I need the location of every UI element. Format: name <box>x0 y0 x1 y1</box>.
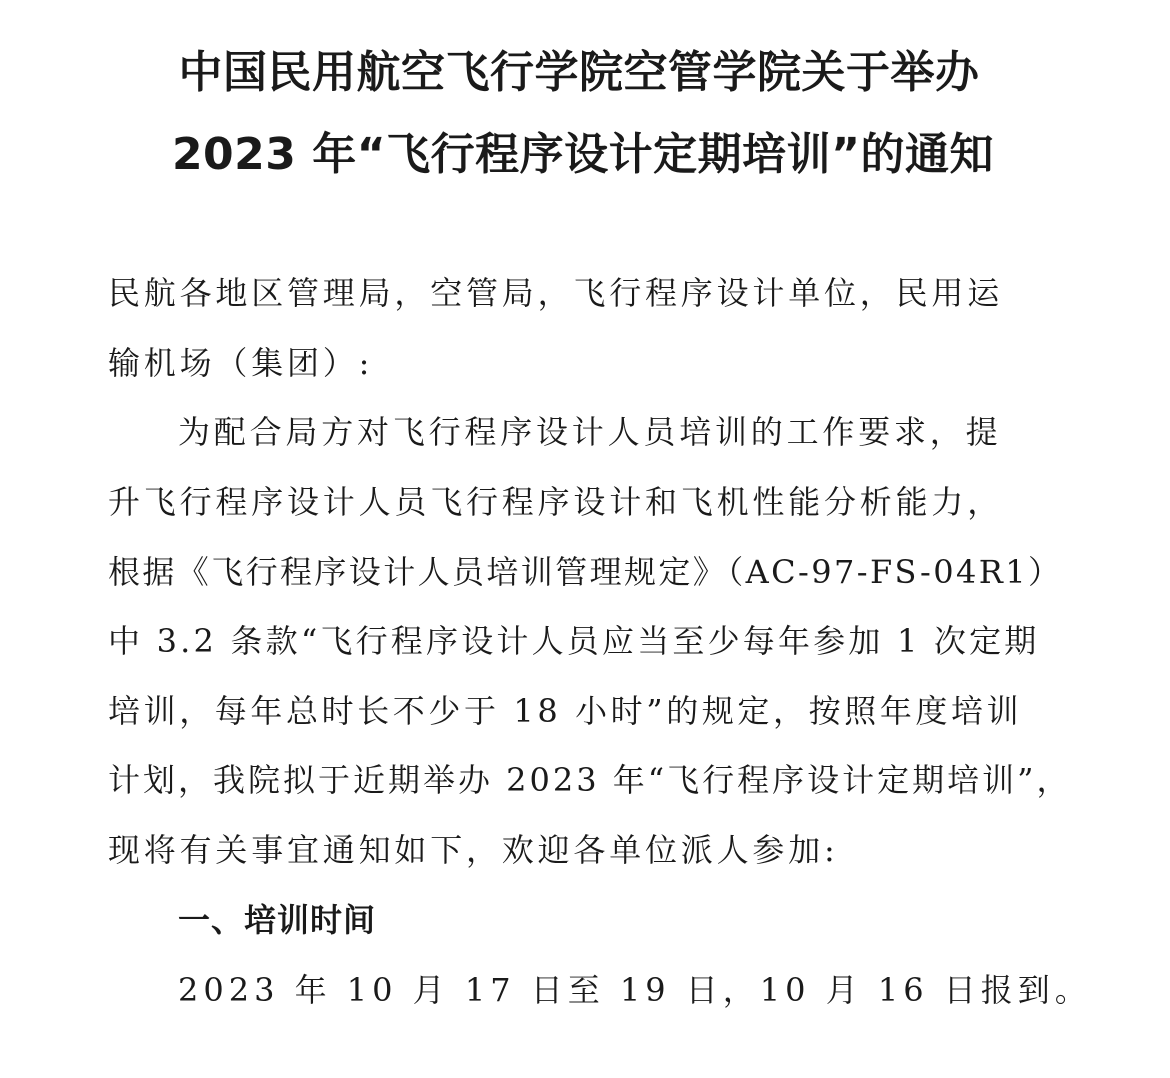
body-paragraph-line: 计划，我院拟于近期举办 2023 年“飞行程序设计定期培训”， <box>108 761 1072 799</box>
addressee-line-2: 输机场（集团）: <box>108 344 374 382</box>
addressee-line-1: 民航各地区管理局，空管局，飞行程序设计单位，民用运 <box>108 274 1004 312</box>
body-paragraph-line: 为配合局方对飞行程序设计人员培训的工作要求，提 <box>178 413 1002 451</box>
body-paragraph-line: 现将有关事宜通知如下，欢迎各单位派人参加: <box>108 831 839 869</box>
document-title-line-2: 2023 年“飞行程序设计定期培训”的通知 <box>171 129 995 180</box>
section-text-training-time: 2023 年 10 月 17 日至 19 日，10 月 16 日报到。 <box>178 971 1092 1009</box>
body-paragraph-line: 中 3.2 条款“飞行程序设计人员应当至少每年参加 1 次定期 <box>108 622 1040 660</box>
body-paragraph-line: 根据《飞行程序设计人员培训管理规定》（AC-97-FS-04R1） <box>108 553 1063 591</box>
body-paragraph-line: 培训，每年总时长不少于 18 小时”的规定，按照年度培训 <box>108 692 1023 730</box>
section-heading-training-time: 一、培训时间 <box>178 901 377 939</box>
body-paragraph-line: 升飞行程序设计人员飞行程序设计和飞机性能分析能力， <box>108 483 1004 521</box>
document-title-line-1: 中国民用航空飞行学院空管学院关于举办 <box>178 47 980 98</box>
